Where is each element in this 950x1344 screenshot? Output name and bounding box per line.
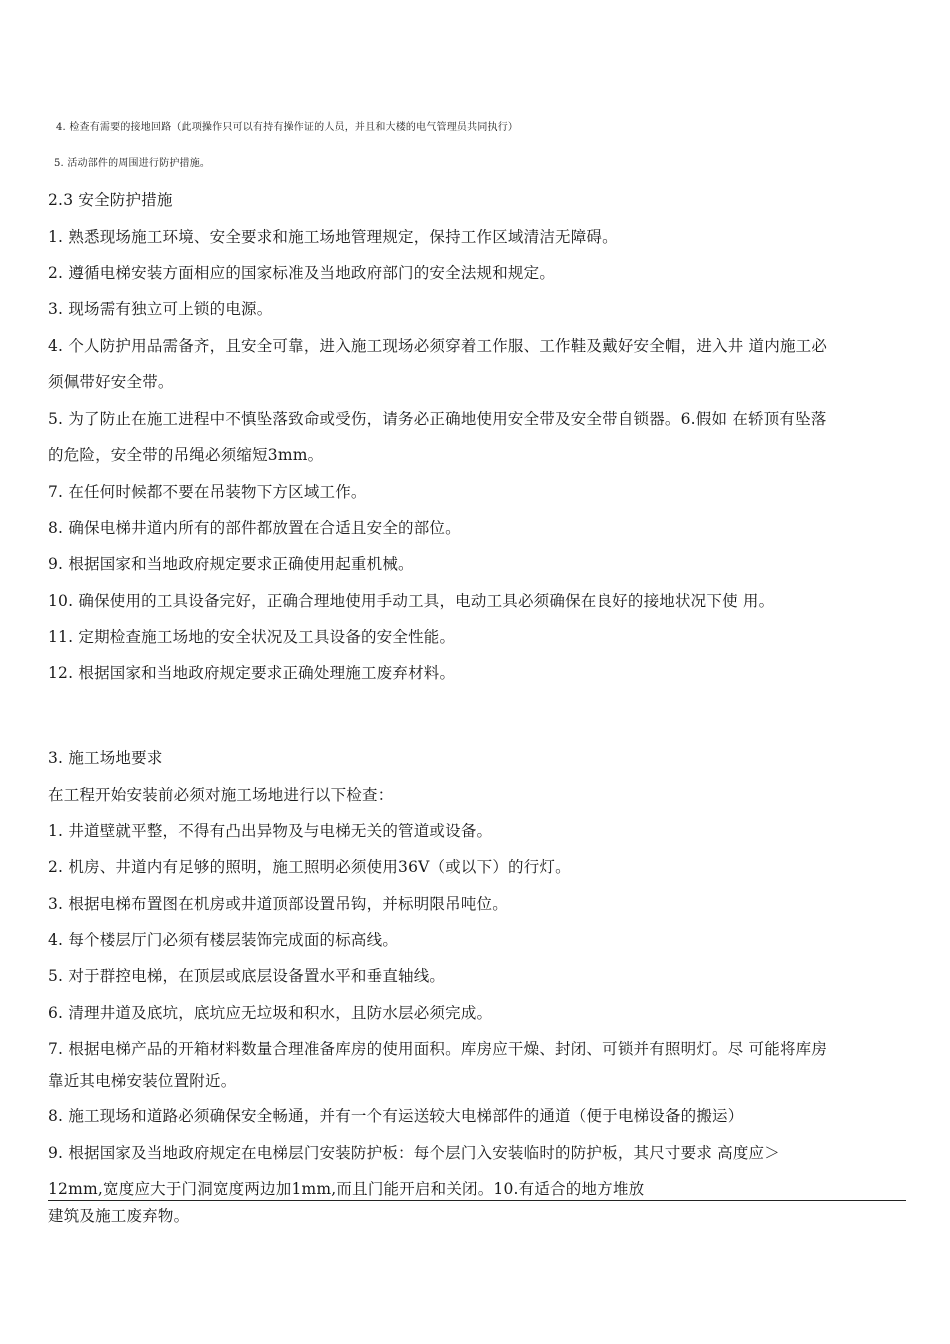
text-line: 9. 根据国家及当地政府规定在电梯层门安装防护板：每个层门入安装临时的防护板，其尺寸要求 高度应＞ — [48, 1144, 780, 1162]
text-line: 8. 施工现场和道路必须确保安全畅通，并有一个有运送较大电梯部件的通道（便于电梯设备的搬运） — [48, 1107, 744, 1125]
text-line: 7. 根据电梯产品的开箱材料数量合理准备库房的使用面积。库房应干燥、封闭、可锁并有照明灯。尽 可能将库房 — [48, 1040, 828, 1058]
text-line: 6. 清理井道及底坑，底坑应无垃圾和积水，且防水层必须完成。 — [48, 1004, 493, 1022]
text-line: 2. 机房、井道内有足够的照明，施工照明必须使用36V（或以下）的行灯。 — [48, 858, 571, 876]
text-line: 9. 根据国家和当地政府规定要求正确使用起重机械。 — [48, 555, 414, 573]
horizontal-rule — [48, 1200, 906, 1201]
text-line: 在工程开始安装前必须对施工场地进行以下检查： — [48, 786, 394, 804]
text-line: 11. 定期检查施工场地的安全状况及工具设备的安全性能。 — [48, 628, 456, 646]
text-line: 10. 确保使用的工具设备完好，正确合理地使用手动工具，电动工具必须确保在良好的接地状况下使 用。 — [48, 592, 775, 610]
text-line: 1. 井道壁就平整，不得有凸出异物及与电梯无关的管道或设备。 — [48, 822, 493, 840]
section-heading: 2.3 安全防护措施 — [48, 191, 173, 209]
text-line: 须佩带好安全带。 — [48, 373, 174, 391]
text-line: 4. 检查有需要的接地回路（此项操作只可以有持有操作证的人员，并且和大楼的电气管理员共同执行） — [56, 122, 519, 133]
text-line: 3. 根据电梯布置图在机房或井道顶部设置吊钩，并标明限吊吨位。 — [48, 895, 508, 913]
section-heading: 3. 施工场地要求 — [48, 749, 163, 767]
text-line: 5. 对于群控电梯，在顶层或底层设备置水平和垂直轴线。 — [48, 967, 446, 985]
text-line: 的危险，安全带的吊绳必须缩短3mm。 — [48, 446, 324, 464]
text-line: 5. 活动部件的周围进行防护措施。 — [54, 158, 211, 169]
text-line: 1. 熟悉现场施工环境、安全要求和施工场地管理规定，保持工作区域清洁无障碍。 — [48, 228, 618, 246]
text-line: 4. 每个楼层厅门必须有楼层装饰完成面的标高线。 — [48, 931, 399, 949]
text-line: 5. 为了防止在施工进程中不慎坠落致命或受伤，请务必正确地使用安全带及安全带自锁器。6.假如 在轿顶有坠落 — [48, 410, 827, 428]
text-line: 建筑及施工废弃物。 — [48, 1207, 190, 1225]
text-line: 8. 确保电梯井道内所有的部件都放置在合适且安全的部位。 — [48, 519, 461, 537]
text-line: 靠近其电梯安装位置附近。 — [48, 1072, 237, 1090]
text-line: 12. 根据国家和当地政府规定要求正确处理施工废弃材料。 — [48, 664, 456, 682]
text-line: 7. 在任何时候都不要在吊装物下方区域工作。 — [48, 483, 367, 501]
text-line: 4. 个人防护用品需备齐，且安全可靠，进入施工现场必须穿着工作服、工作鞋及戴好安全帽，进入井 道内施工必 — [48, 337, 828, 355]
text-line: 3. 现场需有独立可上锁的电源。 — [48, 300, 273, 318]
text-line: 12mm,宽度应大于门洞宽度两边加1mm,而且门能开启和关闭。10.有适合的地方堆放 — [48, 1180, 645, 1198]
text-line: 2. 遵循电梯安装方面相应的国家标准及当地政府部门的安全法规和规定。 — [48, 264, 556, 282]
